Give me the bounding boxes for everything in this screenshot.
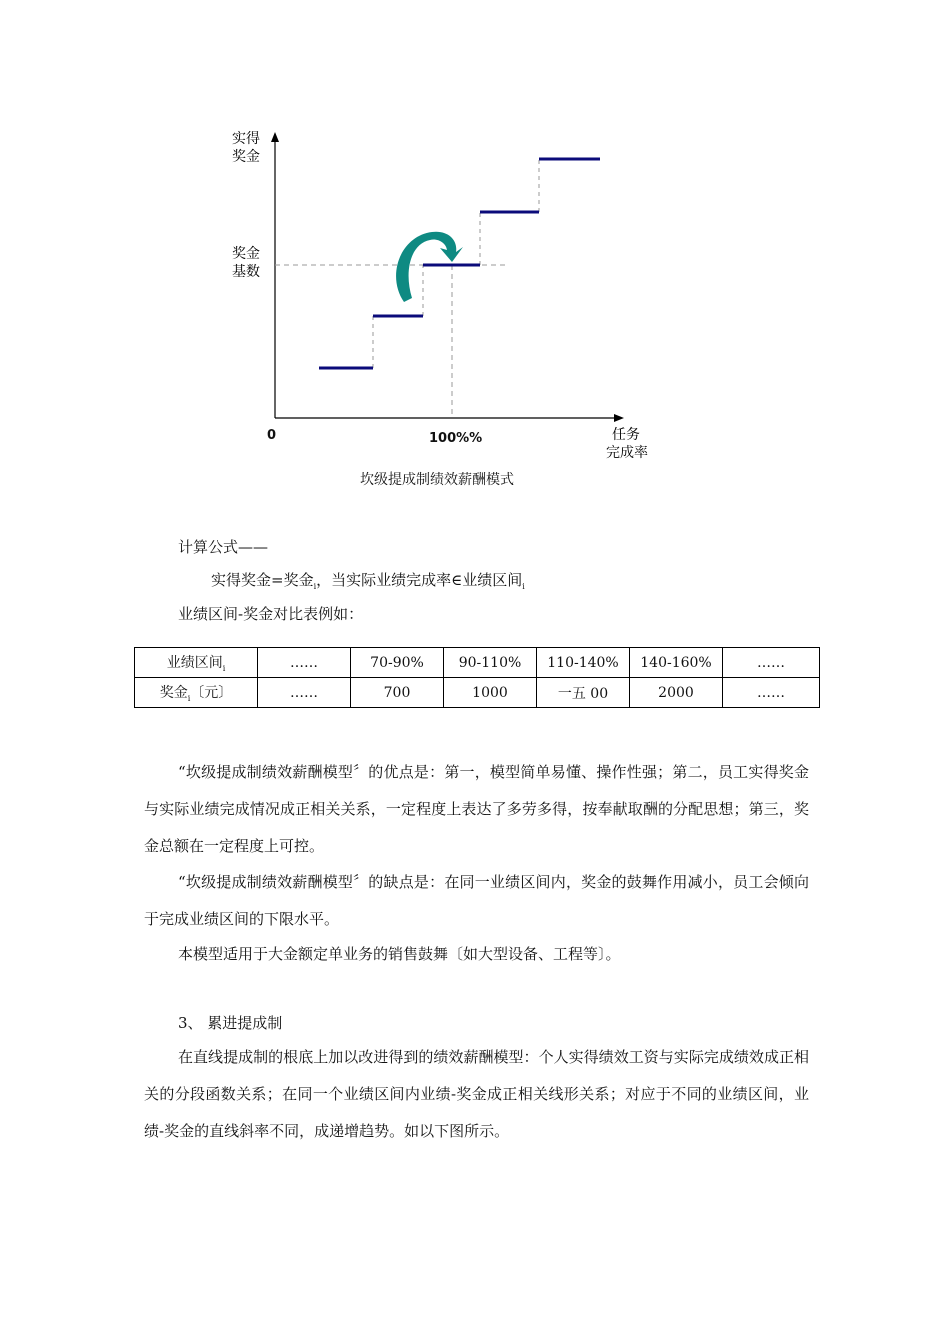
chart-caption: 坎级提成制绩效薪酬模式 [360,472,514,488]
table-cell: 一五 00 [537,678,630,708]
cumulative-paragraph: 在直线提成制的根底上加以改进得到的绩效薪酬模型：个人实得绩效工资与实际完成绩效成正相关的分段函数关系；在同一个业绩区间内业绩-奖金成正相关线形关系；对应于不同的业绩区间，业绩-奖金的直线斜率不同，成递增趋势。如以下图所示。 [144,1048,809,1140]
table-row-header: 业绩区间$_i$ [135,648,258,678]
hundred-percent-label: 100%% [429,431,483,446]
table-cell: 1000 [444,678,537,708]
origin-label: 0 [267,428,277,443]
table-row [135,648,820,678]
advantages-paragraph: “坎级提成制绩效薪酬模型〞的优点是：第一，模型简单易懂、操作性强；第二，员工实得奖金与实际业绩完成情况成正相关关系，一定程度上表达了多劳多得，按奉献取酬的分配思想；第三，奖金总额在一定程度上可控。 [144,763,809,855]
applicability-paragraph: 本模型适用于大金额定单业务的销售鼓舞〔如大型设备、工程等〕。 [178,945,621,963]
curved-arrow-icon [396,232,463,302]
table-cell: 700 [351,678,444,708]
table-intro: 业绩区间-奖金对比表例如： [178,605,364,623]
table-cell: 70-90% [351,648,444,678]
x-axis-arrow [614,414,624,422]
y-axis-label: 实得 奖金 [232,131,260,165]
x-axis-label: 任务 完成率 [606,427,648,461]
table-row-header: 奖金$_i$〔元〕 [135,678,258,708]
table-cell: …… [258,648,351,678]
table-cell: 90-110% [444,648,537,678]
table-cell: …… [723,678,820,708]
step-diagram [0,0,950,480]
performance-bonus-table [134,647,820,708]
table-row [135,678,820,708]
table-cell: …… [723,648,820,678]
table-cell: …… [258,678,351,708]
formula-expression: 实得奖金=奖金$_i$，当实际业绩完成率∈业绩区间$_i$ [211,571,525,591]
y-base-label: 奖金 基数 [232,246,260,280]
table-cell: 2000 [630,678,723,708]
formula-heading: 计算公式—— [178,538,269,556]
disadvantages-paragraph: “坎级提成制绩效薪酬模型〞的缺点是：在同一业绩区间内，奖金的鼓舞作用减小，员工会倾向于完成业绩区间的下限水平。 [144,873,809,928]
section-heading: 3、 累进提成制 [178,1014,283,1032]
y-axis-arrow [271,132,279,142]
table-cell: 110-140% [537,648,630,678]
table-cell: 140-160% [630,648,723,678]
